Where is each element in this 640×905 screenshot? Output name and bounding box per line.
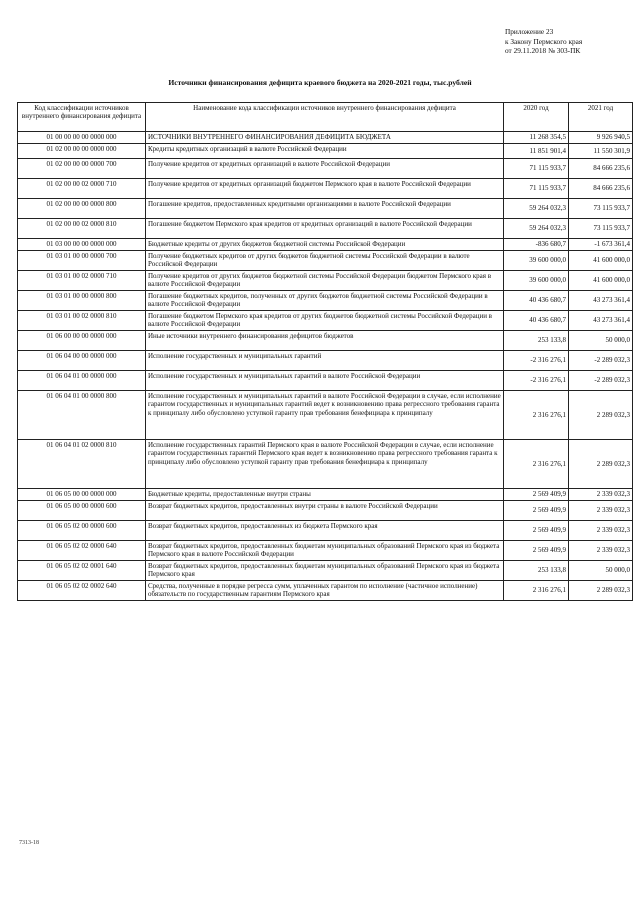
row-value-2021: 73 115 933,7 [569,199,633,219]
row-value-2021: 50 000,0 [569,331,633,351]
row-name: Бюджетные кредиты от других бюджетов бюджетной системы Российской Федерации [146,239,504,251]
row-name: Иные источники внутреннего финансирования дефицитов бюджетов [146,331,504,351]
table-row [18,521,633,541]
appendix-date: от 29.11.2018 № 303-ПК [505,46,581,56]
header-2021: 2021 год [569,103,633,132]
row-code: 01 06 00 00 00 0000 000 [18,331,146,351]
row-value-2021: 43 273 361,4 [569,291,633,311]
table-row [18,271,633,291]
table-row [18,501,633,521]
appendix-law: к Закону Пермского края [505,36,583,46]
row-value-2021: 2 339 032,3 [569,501,633,521]
row-name: Возврат бюджетных кредитов, предоставленных бюджетам муниципальных образований Пермского края из бюджета Пермского края в валюте Российской Федерации [146,541,504,561]
header-name: Наименование кода классификации источников внутреннего финансирования дефицита [146,103,504,132]
header-code: Код классификации источников внутреннего финансирования дефицита [18,103,146,132]
row-code: 01 06 04 01 02 0000 810 [18,440,146,489]
row-value-2021: -2 289 032,3 [569,371,633,391]
row-value-2020: 39 600 000,0 [504,251,569,271]
row-name: Возврат бюджетных кредитов, предоставленных бюджетам муниципальных образований Пермского края из бюджета Пермского края [146,561,504,581]
row-code: 01 06 05 00 00 0000 000 [18,489,146,501]
row-code: 01 06 05 02 00 0000 600 [18,521,146,541]
row-value-2020: 2 316 276,1 [504,440,569,489]
document-title: Источники финансирования дефицита краевого бюджета на 2020-2021 годы, тыс.рублей [168,78,472,87]
row-value-2021: 2 289 032,3 [569,581,633,601]
table-row [18,351,633,371]
table-row [18,371,633,391]
row-value-2020: 59 264 032,3 [504,219,569,239]
row-name: Исполнение государственных и муниципальных гарантий в валюте Российской Федерации [146,371,504,391]
row-value-2020: 2 569 409,9 [504,501,569,521]
row-value-2021: 2 289 032,3 [569,391,633,440]
row-value-2021: 41 600 000,0 [569,251,633,271]
row-code: 01 02 00 00 00 0000 800 [18,199,146,219]
row-value-2020: -2 316 276,1 [504,371,569,391]
row-name: Получение бюджетных кредитов от других бюджетов бюджетной системы Российской Федерации в валюте Российской Федерации [146,251,504,271]
financing-sources-table [17,102,633,601]
table-row [18,239,633,251]
row-name: Исполнение государственных и муниципальных гарантий [146,351,504,371]
row-value-2020: 71 115 933,7 [504,179,569,199]
row-value-2020: 2 316 276,1 [504,581,569,601]
header-2020: 2020 год [504,103,569,132]
table-row [18,311,633,331]
row-value-2021: 73 115 933,7 [569,219,633,239]
row-name: Погашение бюджетом Пермского края кредитов от кредитных организаций в валюте Российской Федерации [146,219,504,239]
row-code: 01 03 01 00 00 0000 800 [18,291,146,311]
row-code: 01 02 00 00 00 0000 000 [18,144,146,159]
footer-code: 7313-18 [19,840,39,846]
appendix-reference [505,27,633,56]
row-value-2021: -2 289 032,3 [569,351,633,371]
table-row [18,331,633,351]
row-code: 01 00 00 00 00 0000 000 [18,132,146,144]
row-code: 01 06 04 01 00 0000 000 [18,371,146,391]
row-name: Получение кредитов от кредитных организаций бюджетом Пермского края в валюте Российской Федерации [146,179,504,199]
row-value-2020: 2 569 409,9 [504,541,569,561]
row-name: Погашение бюджетных кредитов, полученных от других бюджетов бюджетной системы Российской Федерации в валюте Российской Федерации [146,291,504,311]
row-name: Исполнение государственных гарантий Пермского края в валюте Российской Федерации в случае, если исполнение гарантом государственных гарантий Пермского края ведет к возникновению права регрессного требования гаранта к принципалу либо обусловлено уступкой гаранту прав требования бенефициара к принципалу [146,440,504,489]
row-value-2021: 2 339 032,3 [569,521,633,541]
row-code: 01 06 05 02 02 0002 640 [18,581,146,601]
row-name: Возврат бюджетных кредитов, предоставленных из бюджета Пермского края [146,521,504,541]
row-code: 01 06 05 02 02 0001 640 [18,561,146,581]
row-name: Исполнение государственных и муниципальных гарантий в валюте Российской Федерации в случае, если исполнение гарантом государственных и муниципальных гарантий ведет к возникновению права регрессного требования гаранта к принципалу либо обусловлено уступкой гаранту прав требования бенефициара к принципалу [146,391,504,440]
row-value-2021: -1 673 361,4 [569,239,633,251]
row-name: Погашение бюджетом Пермского края кредитов от других бюджетов бюджетной системы Российской Федерации в валюте Российской Федерации [146,311,504,331]
row-code: 01 03 00 00 00 0000 000 [18,239,146,251]
table-row [18,132,633,144]
table-row [18,581,633,601]
row-value-2021: 41 600 000,0 [569,271,633,291]
row-code: 01 06 05 02 02 0000 640 [18,541,146,561]
row-value-2020: 2 569 409,9 [504,489,569,501]
appendix-number: Приложение 23 [505,27,554,36]
row-value-2021: 2 339 032,3 [569,541,633,561]
row-value-2020: 253 133,8 [504,331,569,351]
row-value-2020: 11 268 354,5 [504,132,569,144]
row-value-2021: 2 339 032,3 [569,489,633,501]
table-row [18,541,633,561]
row-code: 01 02 00 00 02 0000 810 [18,219,146,239]
row-value-2021: 84 666 235,6 [569,159,633,179]
row-value-2020: 2 316 276,1 [504,391,569,440]
table-row [18,199,633,219]
table-row [18,489,633,501]
row-value-2020: 2 569 409,9 [504,521,569,541]
row-name: ИСТОЧНИКИ ВНУТРЕННЕГО ФИНАНСИРОВАНИЯ ДЕФИЦИТА БЮДЖЕТА [146,132,504,144]
row-name: Возврат бюджетных кредитов, предоставленных внутри страны в валюте Российской Федерации [146,501,504,521]
table-header-row [18,103,633,132]
row-name: Погашение кредитов, предоставленных кредитными организациями в валюте Российской Федерации [146,199,504,219]
row-value-2020: 59 264 032,3 [504,199,569,219]
row-value-2020: 253 133,8 [504,561,569,581]
row-value-2020: 71 115 933,7 [504,159,569,179]
table-row [18,291,633,311]
row-value-2020: 40 436 680,7 [504,311,569,331]
row-code: 01 06 04 01 00 0000 800 [18,391,146,440]
row-code: 01 03 01 00 02 0000 810 [18,311,146,331]
row-value-2020: 11 851 901,4 [504,144,569,159]
row-code: 01 06 05 00 00 0000 600 [18,501,146,521]
table-row [18,440,633,489]
row-value-2020: 40 436 680,7 [504,291,569,311]
row-value-2021: 9 926 940,5 [569,132,633,144]
row-value-2020: -2 316 276,1 [504,351,569,371]
table-row [18,144,633,159]
table-row [18,391,633,440]
row-value-2020: 39 600 000,0 [504,271,569,291]
row-value-2021: 50 000,0 [569,561,633,581]
row-value-2021: 84 666 235,6 [569,179,633,199]
table-row [18,219,633,239]
row-name: Средства, полученные в порядке регресса сумм, уплаченных гарантом по исполнение (частичное исполнение) обязательств по государственным гарантиям Пермского края [146,581,504,601]
table-row [18,179,633,199]
row-code: 01 03 01 00 02 0000 710 [18,271,146,291]
row-code: 01 02 00 00 02 0000 710 [18,179,146,199]
row-name: Бюджетные кредиты, предоставленные внутри страны [146,489,504,501]
row-code: 01 06 04 00 00 0000 000 [18,351,146,371]
table-row [18,561,633,581]
table-row [18,251,633,271]
row-value-2021: 11 550 301,9 [569,144,633,159]
row-code: 01 03 01 00 00 0000 700 [18,251,146,271]
row-value-2021: 2 289 032,3 [569,440,633,489]
table-body [18,132,633,601]
row-value-2020: -836 680,7 [504,239,569,251]
row-name: Получение кредитов от других бюджетов бюджетной системы Российской Федерации бюджетом Пермского края в валюте Российской Федерации [146,271,504,291]
table-row [18,159,633,179]
row-name: Кредиты кредитных организаций в валюте Российской Федерации [146,144,504,159]
row-code: 01 02 00 00 00 0000 700 [18,159,146,179]
row-name: Получение кредитов от кредитных организаций в валюте Российской Федерации [146,159,504,179]
row-value-2021: 43 273 361,4 [569,311,633,331]
